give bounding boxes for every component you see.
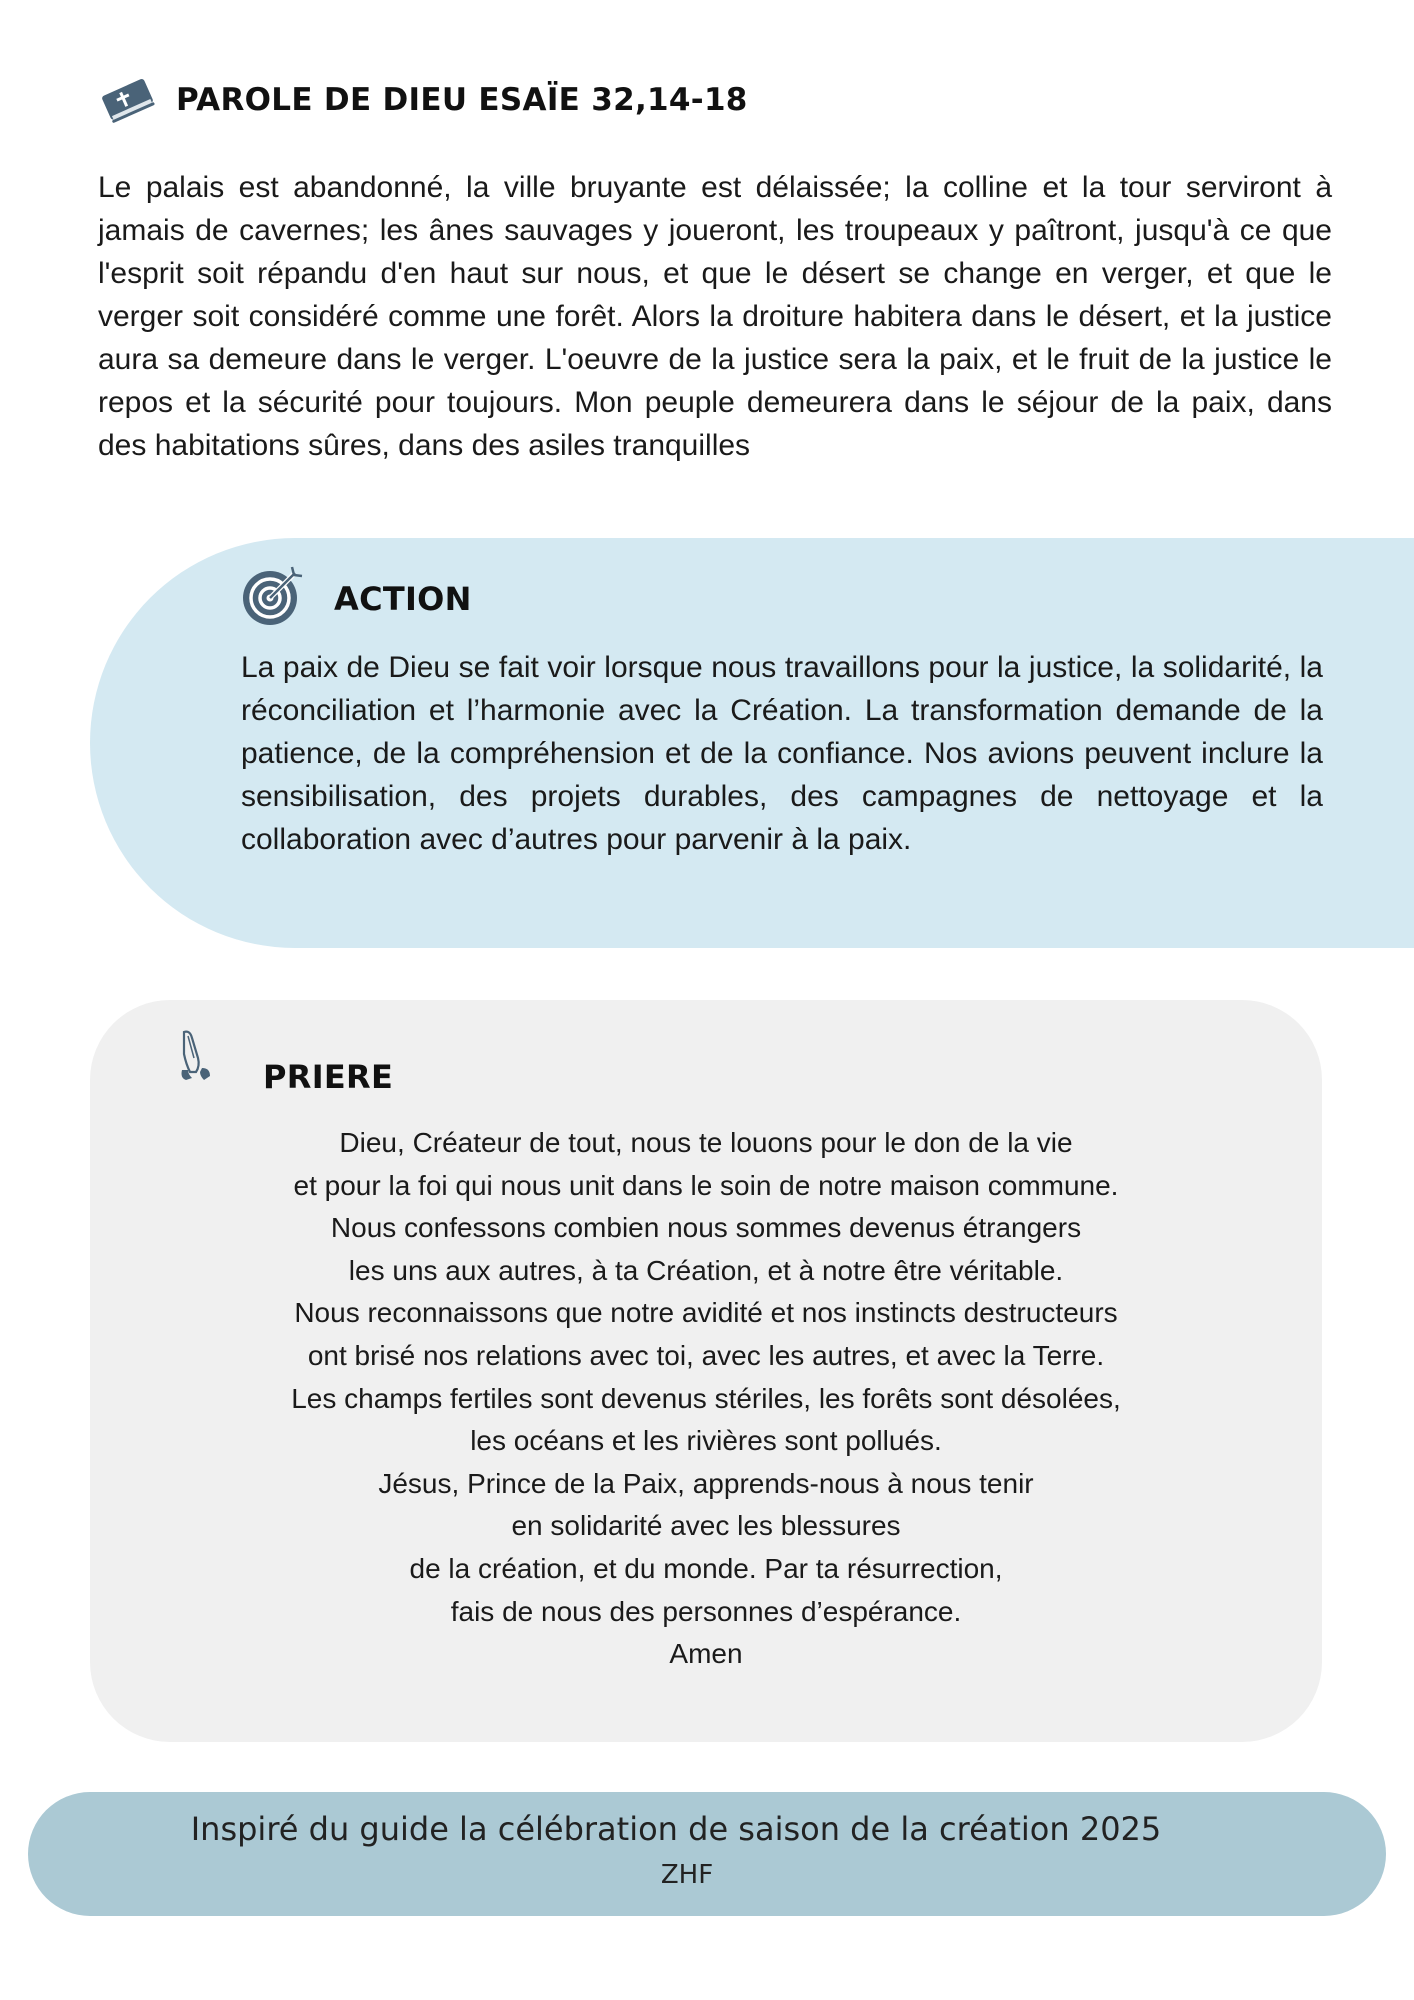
parole-section — [98, 72, 1332, 467]
footer-title: Inspiré du guide la célébration de saison de la création 2025 — [190, 1810, 1162, 1848]
footer-subtitle: ZHF — [660, 1860, 714, 1890]
prayer-line: Les champs fertiles sont devenus stériles, les forêts sont désolées, — [291, 1382, 1121, 1414]
priere-section — [90, 1000, 1322, 1742]
prayer-line: les océans et les rivières sont pollués. — [470, 1425, 942, 1457]
prayer-line: ont brisé nos relations avec toi, avec les autres, et avec la Terre. — [307, 1339, 1105, 1371]
action-section — [90, 538, 1414, 948]
action-heading: ACTION — [334, 579, 472, 618]
bible-icon — [98, 72, 158, 129]
prayer-line: fais de nous des personnes d’espérance. — [450, 1595, 962, 1627]
prayer-line: Nous reconnaissons que notre avidité et nos instincts destructeurs — [294, 1297, 1118, 1329]
target-icon — [240, 564, 304, 633]
prayer-line: Dieu, Créateur de tout, nous te louons pour le don de la vie — [339, 1127, 1073, 1158]
prayer-line: et pour la foi qui nous unit dans le soin de notre maison commune. — [293, 1169, 1119, 1201]
prayer-text — [90, 1122, 1322, 1676]
priere-heading: PRIERE — [263, 1058, 394, 1096]
parole-heading: PAROLE DE DIEU ESAÏE 32,14-18 — [176, 82, 748, 118]
prayer-line: en solidarité avec les blessures — [511, 1510, 901, 1542]
action-header — [240, 564, 472, 633]
prayer-line: Amen — [669, 1638, 743, 1670]
footer-banner — [28, 1792, 1386, 1916]
prayer-line: de la création, et du monde. Par ta résurrection, — [409, 1552, 1003, 1584]
praying-hands-icon — [176, 1028, 216, 1089]
prayer-line: Jésus, Prince de la Paix, apprends-nous à nous tenir — [378, 1467, 1034, 1499]
prayer-line: Nous confessons combien nous sommes devenus étrangers — [330, 1212, 1082, 1244]
parole-header — [98, 72, 1332, 128]
parole-text: Le palais est abandonné, la ville bruyante est délaissée; la colline et la tour serviront à jamais de cavernes; les ânes sauvages y joueront, les troupeaux y paîtront, jusqu'à ce que l'esprit soit répandu d'en haut sur nous, et que le désert se change en verger, et que le verger soit considéré comme une forêt. Alors la droiture habitera dans le désert, et la justice aura sa demeure dans le verger. L'oeuvre de la justice sera la paix, et le fruit de la justice le repos et la sécurité pour toujours. Mon peuple demeurera dans le séjour de la paix, dans des habitations sûres, dans des asiles tranquilles — [98, 171, 1332, 462]
action-text: La paix de Dieu se fait voir lorsque nous travaillons pour la justice, la solidarité, la réconciliation et l’harmonie avec la Création. La transformation demande de la patience, de la compréhension et de la confiance. Nos avions peuvent inclure la sensibilisation, des projets durables, des campagnes de nettoyage et la collaboration avec d’autres pour parvenir à la paix. — [241, 651, 1323, 856]
prayer-line: les uns aux autres, à ta Création, et à notre être véritable. — [348, 1254, 1064, 1286]
